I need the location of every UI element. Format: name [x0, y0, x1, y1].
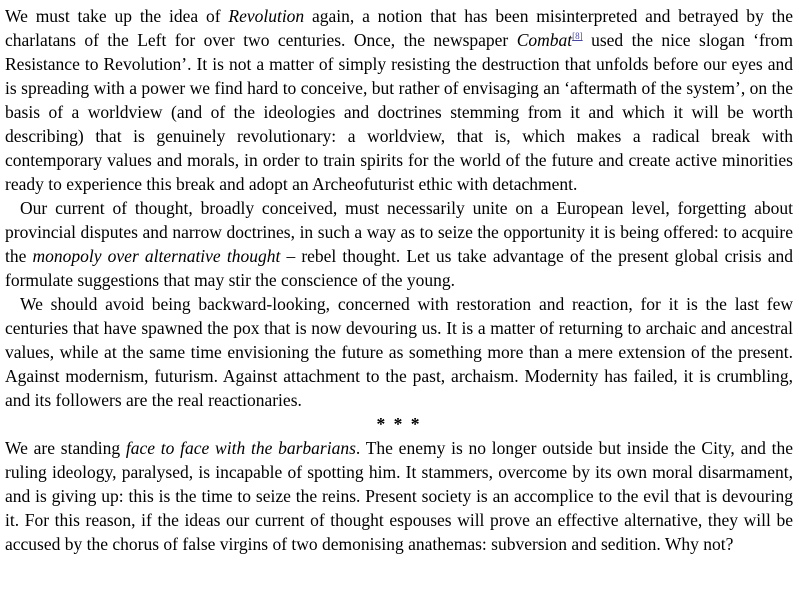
- text-run-italic: Revolution: [228, 6, 305, 26]
- text-run: . The enemy is no longer outside but inside the City, and the ruling ideology, paralysed, is incapable of spotting him. It stammers, overcome by its own moral disarmament, and is giving up: this is the time to seize the reins. Present society is an accomplice to the evil that is devouring it. For this reason, if the ideas our current of thought espouses will prove an effective alternative, they will be accused by the chorus of false virgins of two demonising anathemas: subversion and sedition. Why not?: [5, 438, 793, 554]
- text-run: used the nice slogan ‘from Resistance to Revolution’. It is not a matter of simply resisting the destruction that unfolds before our eyes and is spreading with a power we find hard to conceive, but rather of envisaging an ‘aftermath of the system’, on the basis of a worldview (and of the ideologies and doctrines stemming from it and which it will be worth describing) that is genuinely revolutionary: a worldview, that is, which makes a radical break with contemporary values and morals, in order to train spirits for the world of the future and create active minorities ready to experience this break and adopt an Archeofuturist ethic with detachment.: [5, 30, 793, 194]
- text-run: Our current of thought, broadly conceived, must necessarily unite on a European level, forgetting about provincial disputes and narrow doctrines, in such a way as to seize the opportunity it is being offered: to acquire the: [5, 198, 793, 266]
- paragraph-current-of-thought: [5, 196, 793, 292]
- text-run: – rebel thought. Let us take advantage of the present global crisis and formulate suggestions that may stir the conscience of the young.: [5, 246, 793, 290]
- text-run-italic: face to face with the barbarians: [125, 438, 356, 458]
- paragraph-revolution: [5, 4, 793, 196]
- text-run: We must take up the idea of: [5, 6, 229, 26]
- text-run-italic-combat: Combat: [516, 30, 573, 50]
- text-run: again, a notion that has been misinterpreted and betrayed by the charlatans of the Left for over two centuries. Once, the newspaper: [5, 6, 793, 50]
- text-run-italic: monopoly over alternative thought: [32, 246, 281, 266]
- text-run: We are standing: [5, 438, 126, 458]
- text-run: We should avoid being backward-looking, concerned with restoration and reaction, for it is the last few centuries that have spawned the pox that is now devouring us. It is a matter of returning to archaic and ancestral values, while at the same time envisioning the future as something more than a mere extension of the present. Against modernism, futurism. Against attachment to the past, archaism. Modernity has failed, it is crumbling, and its followers are the real reactionaries.: [5, 294, 793, 410]
- paragraph-backward-looking: [5, 292, 793, 412]
- section-separator: * * *: [376, 414, 422, 434]
- paragraph-barbarians: [5, 436, 793, 556]
- footnote-link-8[interactable]: [8]: [572, 31, 583, 42]
